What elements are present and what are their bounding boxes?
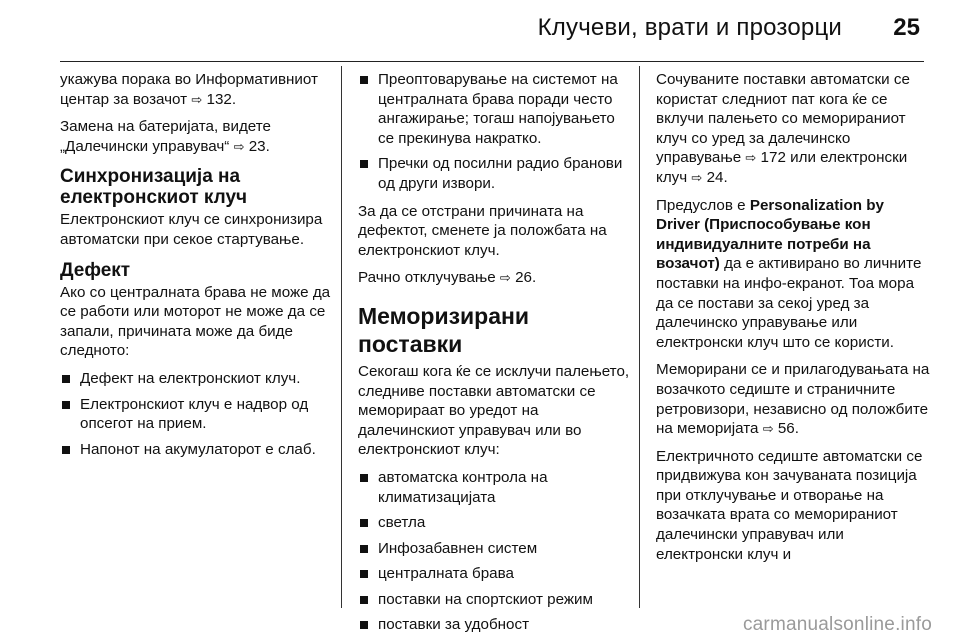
reference-arrow-icon: ⇨ <box>233 138 245 154</box>
paragraph-precondition: Предуслов е Personalization by Driver (Приспособување кон индивидуалните потреби на возачот) да е активирано во личните поставки на инфо-екранот. Тоа мора да се постави за секој уред за далечинско управување или електронски клуч што се користи. <box>656 196 922 351</box>
paragraph-defect: Ако со централната брава не може да се работи или моторот не може да се запали, причината може да биде следното: <box>60 283 331 360</box>
column-1 <box>60 70 332 467</box>
header-divider <box>60 61 924 62</box>
heading-synchronization: Синхронизација на електронскиот клуч <box>60 166 248 209</box>
page-header <box>0 0 960 60</box>
page-reference-link[interactable]: 24. <box>706 168 728 186</box>
list-item: Преоптоварување на системот на централната брава поради често ангажирање; тогаш напојувањето се прекинува накратко. <box>358 70 630 148</box>
heading-memorized-settings: Меморизирани поставки <box>358 302 530 357</box>
page-reference-link[interactable]: 23. <box>248 137 270 155</box>
bullet-square-icon <box>360 160 368 168</box>
column-3 <box>656 70 932 572</box>
page-title: Клучеви, врати и прозорци <box>537 14 842 41</box>
bullet-square-icon <box>360 596 368 604</box>
heading-defect: Дефект <box>60 259 131 281</box>
bullet-square-icon <box>360 545 368 553</box>
memorized-settings-list <box>358 468 630 635</box>
bullet-square-icon <box>360 474 368 482</box>
watermark: carmanualsonline.info <box>742 614 932 635</box>
reference-arrow-icon: ⇨ <box>745 150 757 166</box>
paragraph-fix: За да се отстрани причината на дефектот, сменете ја положбата на електронскиот клуч. <box>358 202 607 259</box>
paragraph-saved-settings: Сочуваните поставки автоматски се користат следниот пат кога ќе се вклучи палењето со меморираниот клуч со уред за далечинско управување ⇨ 172 или електронски клуч ⇨ 24. <box>656 71 910 186</box>
list-item: автоматска контрола на климатизацијата <box>358 468 630 507</box>
bullet-square-icon <box>62 446 70 454</box>
setting-name: Personalization by Driver (Приспособување кон индивидуалните потреби на возачот) <box>656 196 885 273</box>
list-item: светла <box>358 513 630 533</box>
paragraph-memorized-settings: Секогаш кога ќе се исклучи палењето, следниве поставки автоматски се меморираат во уредот на далечинскиот управувач или во електронскиот клуч: <box>358 362 630 459</box>
page-reference-link[interactable]: 132. <box>206 90 237 108</box>
paragraph-battery: Замена на батеријата, видете „Далечински управувач“ ⇨ 23. <box>60 118 271 155</box>
page-reference-link[interactable]: 172 <box>760 149 786 167</box>
paragraph-electric-seat: Електричното седиште автоматски се придвижува кон зачуваната позиција при отклучување и отворање на возачката врата со меморираниот далечински управувач или електронски клуч и <box>656 447 923 563</box>
page-reference-link[interactable]: 26. <box>515 269 537 287</box>
reference-arrow-icon: ⇨ <box>691 169 703 185</box>
paragraph-seat-mirrors: Меморирани се и прилагодувањата на возачкото седиште и страничните ретровизори, независно од положбите на меморијата ⇨ 56. <box>656 361 930 438</box>
list-item: Инфозабавнен систем <box>358 539 630 559</box>
bullet-square-icon <box>360 570 368 578</box>
column-2 <box>358 70 630 643</box>
column-divider-1 <box>341 66 342 608</box>
page-number: 25 <box>893 14 920 41</box>
list-item: Напонот на акумулаторот е слаб. <box>60 440 332 460</box>
list-item: Електронскиот клуч е надвор од опсегот на прием. <box>60 395 332 434</box>
bullet-square-icon <box>360 519 368 527</box>
bullet-square-icon <box>62 401 70 409</box>
defect-causes-list-continued <box>358 70 630 194</box>
bullet-square-icon <box>360 621 368 629</box>
paragraph-synchronization: Електронскиот клуч се синхронизира автоматски при секое стартување. <box>60 211 323 248</box>
defect-causes-list <box>60 369 332 459</box>
list-item: централната брава <box>358 564 630 584</box>
reference-arrow-icon: ⇨ <box>191 91 203 107</box>
reference-arrow-icon: ⇨ <box>762 421 774 437</box>
page-reference-link[interactable]: 56. <box>777 420 799 438</box>
paragraph-info-message: укажува порака во Информативниот центар за возачот ⇨ 132. <box>60 71 318 108</box>
list-item: поставки на спортскиот режим <box>358 590 630 610</box>
reference-arrow-icon: ⇨ <box>499 270 511 286</box>
list-item: Дефект на електронскиот клуч. <box>60 369 332 389</box>
column-divider-2 <box>639 66 640 608</box>
bullet-square-icon <box>62 375 70 383</box>
bullet-square-icon <box>360 76 368 84</box>
paragraph-manual-unlock: Рачно отклучување ⇨ 26. <box>358 269 537 287</box>
list-item: Пречки од посилни радио бранови од други извори. <box>358 154 630 193</box>
list-item: поставки за удобност <box>358 615 630 635</box>
